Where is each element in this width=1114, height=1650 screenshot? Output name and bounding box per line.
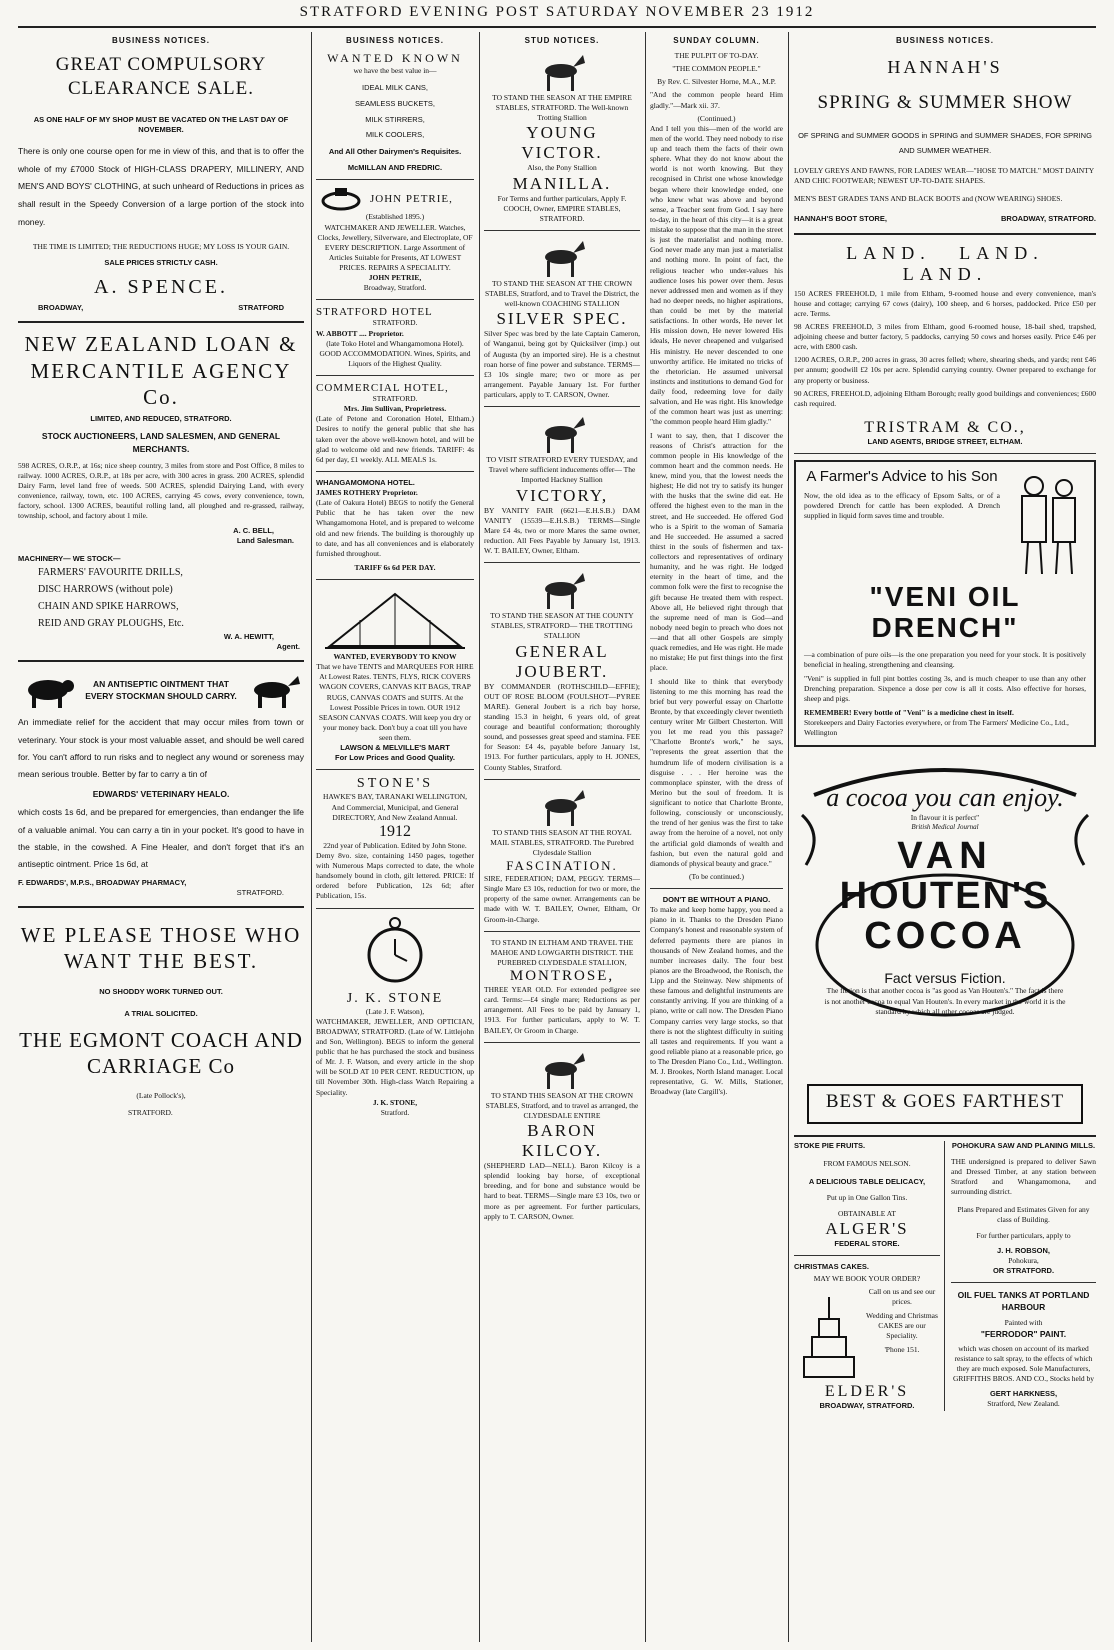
column-3 (484, 32, 640, 1642)
land-firm: TRISTRAM & CO., (864, 418, 1026, 436)
bull-icon (18, 670, 78, 710)
commercial-hotel-title: COMMERCIAL HOTEL, (316, 382, 449, 394)
petrie-established: (Established 1895.) (365, 212, 425, 222)
wanted-item: MILK COOLERS, (365, 130, 425, 140)
stoke-tins: Put up in One Gallon Tins. (826, 1192, 908, 1202)
divider (316, 375, 474, 376)
stud-6-name: MONTROSE, (509, 968, 615, 984)
hannah-address: BROADWAY, STRATFORD. (1000, 214, 1096, 224)
machinery-heading: MACHINERY— WE STOCK— (18, 553, 121, 563)
wanted-sub: we have the best value in— (353, 66, 437, 75)
section-heading: BUSINESS NOTICES. (112, 36, 210, 45)
stoke-from: FROM FAMOUS NELSON. (823, 1158, 911, 1168)
wanted-title: WANTED KNOWN (327, 51, 463, 65)
sunday-body-2: I want to say, then, that I discover the reasons of Christ's attraction for the common people in His knowledge of the common heart and the common needs. He knew, mind you, that the lowest needs the highest; He did not try to satisfy its hunger with the husks that the swine did eat. He offered the highest even to the man in the street, and He succeeded. He offered God who is a Spirit to the woman of Samaria and He succeeded. He assumed a sacred thirst in the souls of fishermen and tax-collectors and representatives of ordinary humanity, and he was right. He lodged eternity in the heart of time, and the common folk were the first to recognise the gift because He treated them with respect. Above all, He believed right through that the supreme need of man is God—and nobody need begin to preach who does not—and that all other Gospels are simply quack remedies, and He was right. He made no mistake; He put first things into the first place. (650, 430, 783, 673)
petrie-body: WATCHMAKER AND JEWELLER. Watches, Clocks, Jewellery, Silverware, and Electroplate, OF EVERY DESCRIPTION. Large Assortment of Articles Suitable for Presents, AT LOWEST PRICES. REPAIRS A SPECIALITY. (317, 222, 473, 272)
veni-brand-1: "VENI OIL (869, 581, 1021, 612)
cocoa-brand-2: HOUTEN'S (839, 874, 1051, 917)
wanted-item: SEAMLESS BUCKETS, (354, 98, 436, 108)
divider (316, 299, 474, 300)
sunday-continued: (Continued.) (697, 113, 736, 123)
cocoa-brand-3: COCOA (864, 914, 1026, 957)
veni-ad (794, 460, 1096, 747)
stud-4-intro: TO STAND THE SEASON AT THE COUNTY STABLES, STRATFORD— THE TROTTING STALLION (490, 611, 634, 641)
coach-line-2: A TRIAL SOLICITED. (124, 1008, 198, 1018)
stud-1-name: YOUNG VICTOR. (521, 123, 603, 163)
column-rule (479, 32, 480, 1642)
wanted-firm: McMILLAN AND FREDRIC. (347, 163, 443, 173)
divider (484, 562, 640, 563)
tent-firm: LAWSON & MELVILLE'S MART (340, 743, 450, 753)
sunday-sub-2: "THE COMMON PEOPLE." (672, 64, 761, 74)
section-heading: STUD NOTICES. (524, 36, 600, 45)
whangamomona-hotel-tariff: TARIFF 6s 6d PER DAY. (354, 562, 436, 572)
stud-7-name: BARON KILCOY. (521, 1121, 603, 1160)
tent-body: That we have TENTS and MARQUEES FOR HIRE At Lowest Rates. TENTS, FLYS, RICK COVERS WAGON COVERS, CANVAS KIT BAGS, TRAP RUGS, CANVAS COATS and SUITS. At the Lowest Possible Prices in town. OUR 1912 SEASON CANVAS COATS. Will keep you dry or your money back. Don't buy a coat till you have seen them. (316, 662, 474, 742)
cocoa-brand-1: VAN (897, 834, 993, 877)
coach-late: (Late Pollock's), (136, 1091, 186, 1101)
pocket-watch-icon (365, 915, 425, 987)
piano-heading: DON'T BE WITHOUT A PIANO. (662, 895, 771, 904)
divider (316, 579, 474, 580)
sale-name: A. SPENCE. (94, 276, 228, 299)
piano-body: To make and keep home happy, you need a piano in it. Thanks to the Dresden Piano Company's honest and reasonable system of deferred payments there are pianos in thousands of New Zealand homes, and the number increases daily. The four best pianos are the Broadwood, the Ronisch, the Lipp and the Steinway. New shipments of these famous and delightful instruments are constantly arriving. If you are thinking of a piano, write or call now. The Dresden Piano Company carries very large stocks, so that there is not the slightest difficulty in suiting all tastes and requirements. If you want a good reliable piano at a reasonable price, go to The Dresden Piano Co., Ltd., Wellington. M. J. Brookes, North Island manager. Local representative, G. W. Mills, Stationer, Broadway (late Cargill's). (650, 905, 783, 1097)
stone-body: WATCHMAKER, JEWELLER, AND OPTICIAN, BROADWAY, STRATFORD. (Late of W. Littlejohn and Son, Wellington). BEGS to inform the general public that he has purchased the stock and business of Mr. J. F. Watson, and every article in the shop will be SOLD AT 10 PER CENT. REDUCTION, up till November 30th. High-class Watch Repairing a Speciality. (316, 1016, 474, 1097)
saw-plans: Plans Prepared and Estimates Given for any class of Building. (957, 1205, 1090, 1225)
petrie-address: Broadway, Stratford. (363, 283, 427, 293)
xmas-heading: CHRISTMAS CAKES. (794, 1262, 870, 1272)
oil-address: Stratford, New Zealand. (987, 1398, 1060, 1408)
oil-agent: GERT HARKNESS, (989, 1388, 1058, 1398)
stud-5-intro: TO STAND THIS SEASON AT THE ROYAL MAIL STABLES, STRATFORD. The Purebred Clydesdale Stallion (490, 827, 634, 857)
hannah-line-2: MEN'S BEST GRADES TANS AND BLACK BOOTS and (NOW WEARING) SHOES. (794, 194, 1063, 204)
nz-agent-role: Land Salesman. (236, 535, 294, 545)
sale-title: GREAT COMPULSORY CLEARANCE SALE. (55, 54, 267, 99)
ointment-heading: AN ANTISEPTIC OINTMENT THAT EVERY STOCKMAN SHOULD CARRY. (85, 678, 237, 702)
saw-or: OR STRATFORD. (992, 1265, 1055, 1275)
cocoa-fine: The fiction is that another cocoa is "as good as Van Houten's." The fact is there is not another cocoa to equal Van Houten's. In every market in the world it is the standard by which all other cocoas are judged. (824, 986, 1066, 1016)
nz-sub: STOCK AUCTIONEERS, LAND SALESMEN, AND GENERAL MERCHANTS. (41, 431, 281, 454)
column-4 (650, 32, 783, 1642)
petrie-sign: JOHN PETRIE, (368, 273, 422, 283)
stud-5-body: SIRE, FEDERATION; DAM, PEGGY. TERMS—Single Mare £3 10s, reduction for two or more, the property of the same owner. Arrangements can be made with W. T. BAILEY, Owner, Eltham, Or Groom-in-Charge. (484, 874, 640, 924)
xmas-phone: 'Phone 151. (884, 1345, 920, 1355)
stoke-store: ALGER'S (825, 1219, 909, 1239)
divider (18, 660, 304, 662)
cocoa-slogan: a cocoa you can enjoy. (826, 782, 1064, 812)
veni-stockists: Storekeepers and Dairy Factories everywhere, or from The Farmers' Medicine Co., Ltd., Wellington (804, 718, 1069, 738)
land-2: 98 ACRES FREEHOLD, 3 miles from Eltham, good 6-roomed house, 18-bail shed, trapshed, adjoining cheese and butter factory, 5 paddocks, carrying 50 cows and horses easily. Price £46 per acre, with £800 cash. (794, 321, 1096, 352)
divider (316, 471, 474, 472)
nz-agent: A. C. BELL, (233, 525, 274, 535)
machinery-item: REID AND GRAY PLOUGHS, Etc. (38, 617, 184, 629)
stud-4-name: GENERAL JOUBERT. (515, 641, 609, 681)
saw-body: THE undersigned is prepared to deliver Sawn and Dressed Timber, at any station between Stratford and Whangamomona, and surrounding district. (951, 1156, 1096, 1197)
horse-icon (537, 569, 587, 611)
directory-price: Demy 8vo. size, containing 1450 pages, together with Numerous Maps corrected to date, the whole handsomely bound in cloth, gilt lettered. PRICE: If ordered before Publication, 12s 6d; after Publication, 15s. (316, 850, 474, 901)
directory-year: 1912 (379, 822, 411, 840)
column-rule (311, 32, 312, 1642)
sale-broadway: BROADWAY, (38, 303, 84, 313)
sunday-author: By Rev. C. Silvester Horne, M.A., M.P. (657, 77, 776, 87)
xmas-firm: ELDER'S (824, 1382, 910, 1400)
petrie-name: JOHN PETRIE, (370, 193, 453, 206)
stone-late: (Late J. F. Watson), (365, 1006, 425, 1016)
top-rule (18, 26, 1096, 28)
stud-2-intro: TO STAND THE SEASON AT THE CROWN STABLES, Stratford, and to Travel the District, the well-known COACHING STALLION (485, 278, 639, 309)
sale-body: There is only one course open for me in view of this, and that is to offer the whole of my £7000 Stock of HIGH-CLASS DRAPERY, MILLINERY, AND MEN'S AND BOYS' CLOTHING, at such unheard of Reductions in prices as shall result in the Speedy Conversion of a large portion of the stock into money. (18, 145, 304, 228)
masthead: STRATFORD EVENING POST SATURDAY NOVEMBER 23 1912 (299, 4, 815, 20)
machinery-agent: W. A. HEWITT, (223, 631, 274, 641)
divider (484, 1042, 640, 1043)
stud-1-pony: MANILLA. (512, 173, 612, 193)
horse-icon (537, 786, 587, 828)
stud-3-intro: TO VISIT STRATFORD EVERY TUESDAY, and Travel where sufficient inducements offer— The Imported Hackney Stallion (486, 455, 638, 485)
divider (794, 453, 1096, 454)
stud-2-name: SILVER SPEC. (496, 309, 628, 329)
oil-body: which was chosen on account of its marked resistance to salt spray, to the effects of which they are much exposed. Sole Manufacturers, GRIFFITHS BROS. AND CO., Stocks held by (952, 1344, 1095, 1384)
divider (951, 1282, 1096, 1283)
hannah-sub: OF SPRING and SUMMER GOODS in SPRING and SUMMER SHADES, FOR SPRING AND SUMMER WEATHER. (798, 131, 1092, 155)
machinery-item: DISC HARROWS (without pole) (38, 583, 173, 595)
stoke-delicacy: A DELICIOUS TABLE DELICACY, (808, 1176, 926, 1186)
veni-brand-2: DRENCH" (871, 611, 1019, 643)
sunday-sub-1: THE PULPIT OF TO-DAY. (674, 51, 759, 60)
horse-icon (244, 670, 304, 710)
stud-6-intro: TO STAND IN ELTHAM AND TRAVEL THE MAHOE AND LOWGARTH DISTRICT. THE PUREBRED CLYDESDALE STALLION, (490, 937, 634, 967)
hannah-store: HANNAH'S BOOT STORE, (794, 214, 887, 224)
column-rule (645, 32, 646, 1642)
column-2 (316, 32, 474, 1642)
land-4: 90 ACRES, FREEHOLD, adjoining Eltham Borough; really good buildings and conveniences; £600 cash required. (794, 388, 1096, 408)
saw-name: J. H. ROBSON, (997, 1245, 1050, 1255)
stud-1-body: For Terms and further particulars, Apply F. COOCH, Owner, EMPIRE STABLES, STRATFORD. (497, 193, 627, 223)
divider (484, 931, 640, 932)
sunday-verse: "And the common people heard Him gladly."—Mark xii. 37. (650, 90, 783, 110)
saw-place: Pohokura, (1008, 1255, 1039, 1265)
veni-description: —a combination of pure oils—is the one preparation you need for your stock. It is positively beneficial in healing, strengthening and cleansing. (804, 649, 1086, 669)
stud-5-name: FASCINATION. (506, 858, 618, 873)
stoke-obtainable: OBTAINABLE AT (838, 1209, 896, 1219)
stoke-federal: FEDERAL STORE. (834, 1239, 900, 1249)
divider (484, 779, 640, 780)
divider (316, 179, 474, 180)
directory-body: HAWKE'S BAY, TARANAKI WELLINGTON, And Commercial, Municipal, and General DIRECTORY, And New Zealand Annual. (322, 792, 468, 822)
wanted-all: And All Other Dairymen's Requisites. (328, 147, 462, 157)
horse-icon (537, 1049, 587, 1091)
machinery-list (18, 564, 304, 632)
commercial-hotel-town: STRATFORD. (372, 394, 418, 403)
stratford-hotel-title: STRATFORD HOTEL (316, 306, 433, 319)
directory-publication: 22nd year of Publication. Edited by John Stone. (323, 840, 467, 850)
directory-title: STONE'S (356, 776, 434, 792)
hannah-line-1: LOVELY GREYS AND FAWNS, FOR LADIES' WEAR—"HOSE TO MATCH." MOST DAINTY AND CHIC FOOTWEAR; NEWEST UP-TO-DATE SHAPES. (794, 166, 1094, 186)
nz-body: 598 ACRES, O.R.P., at 16s; nice sheep country, 3 miles from store and Post Office, 8 miles to railway. 1000 ACRES, O.R.P., at 18s per acre, with 300 acres in grass. 200 ACRES, splendid Dairy Farm, level land free of weeds. 500 ACRES, splendid Dairying Land, with every convenience, railway, town, etc. 100 ACRES, carrying 45 cows, every convenience, town, factory, school. 1300 ACRES, beautiful rolling land, all ploughed and re-grassed, railway, township, school, and factory about 1 mile. (18, 460, 304, 521)
oil-painted: Painted with (1004, 1317, 1043, 1327)
tent-foot: For Low Prices and Good Quality. (335, 753, 455, 763)
ointment-body: An immediate relief for the accident that may occur miles from town or veterinary. Your stock is your most valuable asset, and should be well cared for. You can't afford to run risks and to neglect any wound or soreness may mean serious trouble. Better by far to carry a tin of (18, 717, 304, 780)
stratford-hotel-town: STRATFORD. (372, 318, 418, 328)
cocoa-ad (794, 755, 1096, 1127)
machinery-item: CHAIN AND SPIKE HARROWS, (38, 600, 179, 612)
divider (18, 906, 304, 908)
xmas-call: Call on us and see our prices. (868, 1286, 936, 1306)
coach-title: WE PLEASE THOSE WHO WANT THE BEST. (20, 923, 302, 974)
wedding-cake-illustration (794, 1287, 864, 1383)
divider (650, 888, 783, 889)
machinery-item: FARMERS' FAVOURITE DRILLS, (38, 566, 183, 578)
land-address: LAND AGENTS, BRIDGE STREET, ELTHAM. (867, 436, 1023, 446)
farmer-illustration (1006, 468, 1086, 578)
sale-cash: SALE PRICES STRICTLY CASH. (104, 258, 218, 268)
veni-text: Now, the old idea as to the efficacy of Epsom Salts, or of a powdered Drench for cattle has been exploded. A Drench supplied in liquid form saves time and trouble. (804, 491, 1000, 521)
tent-heading: WANTED, EVERYBODY TO KNOW (333, 652, 457, 661)
oil-paint: "FERRODOR" PAINT. (980, 1328, 1067, 1339)
veni-remember: REMEMBER! Every bottle of "Veni" is a medicine chest in itself. (804, 708, 1014, 718)
stud-7-body: (SHEPHERD LAD—NELL). Baron Kilcoy is a splendid looking bay horse, of exceptional breeding, and for bone and substance would be hard to beat. TERMS—Single mare £3 10s, two or more as per agreement. For further particulars, apply to T. CARSON, Owner. (484, 1161, 640, 1221)
saw-apply: For further particulars, apply to (976, 1231, 1071, 1241)
column-rule (788, 32, 789, 1642)
divider (316, 769, 474, 770)
ring-icon (316, 186, 366, 212)
cocoa-journal: British Medical Journal (911, 822, 979, 831)
stone-town: Stratford. (380, 1107, 410, 1117)
coach-line-1: NO SHODDY WORK TURNED OUT. (99, 986, 223, 996)
land-3: 1200 ACRES, O.R.P., 200 acres in grass, 30 acres felled; where, shearing sheds, and yards; rent £46 per annum; goodwill £2 10s per acre. Splendid carrying country. Owner prepared to exchange for any property or business. (794, 355, 1096, 385)
sunday-body-1: And I tell you this—men of the world are men of the world. They need nobody to rise up and teach them the facts of their own sphere. What they do not know about the world is not worth knowing. But they recognised in Christ one whose knowledge began where their knowledge ended, one who knew what was above and beyond sense, a Teacher sent from God. I say here to-day, in the heart of this city—it is a great mistake to suppose that the man in the street is just the materialist and nothing more. God never made any man just a materialist and nothing more. In point of fact, the religious teacher who under-values his audience loses his power over them. Jesus never addressed men and women as if they had no deeper needs, no higher aspirations, than could be met by the material satisfactions. In other words, He never let His mission down, He never lowered His ideals, He never cheapened and vulgarised His ministry. He never descended to one unworthy artifice. He imitated no tricks of the rhetorician. He assumed universal instincts and institutions to demand God for daily food, redeeming love for daily salvation, and He was right. His knowledge of the common heart was just as unerring: "the common people heard Him gladly." (650, 123, 783, 427)
stud-4-body: BY COMMANDER (ROTHSCHILD—EFFIE); OUT OF ROSE BLOOM (FOULSHOT—PYREE MARE). General Joubert is a rich bay horse, standing 15.3 in height, 6 years old, of great courage and beautiful conformation; thoroughly sound, and possesses great speed and stamina. FEE for Season: £4 4s, payable before January 1st, 1913. For further particulars, apply to H. JONES, County Stables, Stratford. (484, 681, 640, 772)
cocoa-best: BEST & GOES FARTHEST (825, 1090, 1065, 1112)
stratford-hotel-body: (late Toko Hotel and Whangamomona Hotel). GOOD ACCOMMODATION. Wines, Spirits, and Liquors of the Highest Quality. (319, 338, 471, 368)
veni-top: A Farmer's Advice to his Son (806, 468, 998, 485)
stud-3-body: BY VANITY FAIR (6621—E.H.S.B.) DAM VANITY (15539—E.H.S.B.) TERMS—Single Mare £4 4s, two or more Mares the same owner, reduction. All Fees Payable by January 1st, 1913. W. T. BAILEY, Owner, Eltham. (484, 505, 640, 555)
commercial-hotel-body: (Late of Petone and Coronation Hotel, Eltham.) Desires to notify the general public that she has taken over the above well-known hotel, and will be glad to welcome old and new friends. TARIFF: 4s 6d per day, £1 weekly. ALL MEALS 1s. (316, 414, 474, 464)
ointment-pharmacy: F. EDWARDS', M.P.S., BROADWAY PHARMACY, (18, 877, 187, 887)
coach-town: STRATFORD. (128, 1107, 173, 1117)
whangamomona-hotel-title: WHANGAMOMONA HOTEL. (316, 477, 415, 487)
cocoa-fact: Fact versus Fiction. (884, 970, 1006, 987)
section-heading: SUNDAY COLUMN. (673, 36, 760, 45)
commercial-hotel-proprietor: Mrs. Jim Sullivan, Proprietress. (343, 404, 447, 414)
ointment-town: STRATFORD. (236, 888, 284, 898)
bottom-ads-row (794, 1135, 1096, 1411)
stud-1-also: Also, the Pony Stallion (527, 163, 597, 173)
machinery-agent-role: Agent. (276, 642, 300, 652)
divider (484, 406, 640, 407)
section-heading: BUSINESS NOTICES. (896, 36, 994, 45)
coach-name: THE EGMONT COACH AND CARRIAGE Co (19, 1027, 303, 1079)
stoke-heading: STOKE PIE FRUITS. (794, 1140, 866, 1150)
ointment-body-2: which costs 1s 6d, and be prepared for emergencies, than endanger the life of a valuable animal. You can carry a tin in your pocket. It's good to have in the stable, in the cowshed. A Fine Healer, and don't forget that it's an antiseptic ointment. Price 1s 6d, at (18, 807, 304, 870)
divider (794, 233, 1096, 235)
whangamomona-hotel-body: (Late of Oakura Hotel) BEGS to notify the General Public that he has taken over the new Whangamomona Hotel, and is prepared to welcome old and new friends. The building is thoroughly up to date, and has all conveniences and is elaborately furnished throughout. (316, 498, 474, 558)
divider (316, 908, 474, 909)
xmas-items: Wedding and Christmas CAKES are our Speciality. (866, 1310, 938, 1341)
column-5 (794, 32, 1096, 1642)
divider (794, 1255, 940, 1256)
land-title: LAND. LAND. LAND. (846, 242, 1044, 284)
stratford-hotel-proprietor: W. ABBOTT .... Proprietor. (316, 328, 404, 338)
sale-town: STRATFORD (238, 303, 284, 313)
section-heading: BUSINESS NOTICES. (346, 36, 444, 45)
sunday-to-be-continued: (To be continued.) (688, 871, 745, 881)
column-1 (18, 32, 304, 1642)
divider (484, 230, 640, 231)
nz-limited: LIMITED, AND REDUCED, STRATFORD. (90, 414, 232, 424)
oil-heading: OIL FUEL TANKS AT PORTLAND HARBOUR (957, 1289, 1090, 1313)
sunday-body-3: I should like to think that everybody listening to me this morning has read the brief but very powerful essay on Charlotte Bronte, by that exceedingly clever twentieth century writer Mr Gilbert Chesterton. Will you let me read you this passage? "Charlotte Bronte's work," he says, "represents the great assertion that the humdrum life of modern civilisation is a disguise . . . Her heroine was the commonplace spinster, with the dress of Merino but the soul of freedom. It is significant to notice that Charlotte Bronte, following, consciously or unconsciously, the trend of her genius was the first to take away from the heroine of a novel, not only the artificial gold diamonds of wealth and fashion, but even the natural gold and diamonds of physical beauty and grace." (650, 676, 783, 868)
whangamomona-hotel-proprietor: JAMES ROTHERY Proprietor. (316, 488, 418, 497)
hannah-title: HANNAH'S (887, 57, 1003, 77)
hannah-show: SPRING & SUMMER SHOW (817, 92, 1073, 113)
stud-6-body: THREE YEAR OLD. For extended pedigree see card. Terms:—£4 single mare; Reductions as per arrangement. All Fees to be paid by January 1, 1913. For further particulars, apply to W. T. BAILEY, Or Groom in Charge. (484, 985, 640, 1035)
stud-2-body: Silver Spec was bred by the late Captain Cameron, of Wanganui, being got by Quicksilver (imp.) out of Augusta (by an imported sire). He is a chestnut roan horse of fine power and substance. TERMS—£3 10s single mare; two or more as per arrangement. Payable January 1st. For further particulars, apply to T. CARSON, Owner. (484, 329, 640, 399)
sale-time: THE TIME IS LIMITED; THE REDUCTIONS HUGE; MY LOSS IS YOUR GAIN. (32, 241, 290, 251)
horse-icon (537, 237, 587, 279)
cocoa-flavour: In flavour it is perfect" (910, 812, 980, 822)
ointment-name: EDWARDS' VETERINARY HEALO. (92, 788, 230, 799)
veni-fine-print: "Veni" is supplied in full pint bottles costing 3s, and is much cheaper to use than any other Drenching preparation. Sixpence a dose per cow is all it costs. Also effective for horses, sheep and pigs. (804, 673, 1086, 704)
stud-1-intro: TO STAND THE SEASON AT THE EMPIRE STABLES, STRATFORD. The Well-known Trotting Stallion (492, 93, 632, 123)
tent-illustration (320, 586, 470, 652)
stud-7-intro: TO STAND THIS SEASON AT THE CROWN STABLES, Stratford, and to travel as arranged, the CLYDESDALE ENTIRE (485, 1090, 639, 1120)
stone-name: J. K. STONE (346, 990, 444, 1006)
horse-icon (537, 413, 587, 455)
xmas-address: BROADWAY, STRATFORD. (819, 1400, 915, 1410)
stud-3-name: VICTORY, (515, 485, 609, 505)
divider (18, 321, 304, 323)
land-1: 150 ACRES FREEHOLD, 1 mile from Eltham, 9-roomed house and every convenience, man's house and cottage; carrying 67 cows (dairy), 100 sheep, and 6 horses, paddocked. Price £50 per acre. Terms. (794, 288, 1096, 318)
wanted-item: MILK STIRRERS, (365, 114, 425, 124)
wanted-item: IDEAL MILK CANS, (362, 83, 428, 93)
wanted-list (316, 80, 474, 143)
stone-sign: J. K. STONE, (372, 1097, 418, 1107)
sale-sub: AS ONE HALF OF MY SHOP MUST BE VACATED ON THE LAST DAY OF NOVEMBER. (33, 114, 289, 134)
horse-icon (537, 51, 587, 93)
xmas-book: MAY WE BOOK YOUR ORDER? (813, 1274, 921, 1284)
saw-heading: POHOKURA SAW AND PLANING MILLS. (951, 1140, 1096, 1150)
nz-title: NEW ZEALAND LOAN & MERCANTILE AGENCY Co. (24, 332, 298, 409)
